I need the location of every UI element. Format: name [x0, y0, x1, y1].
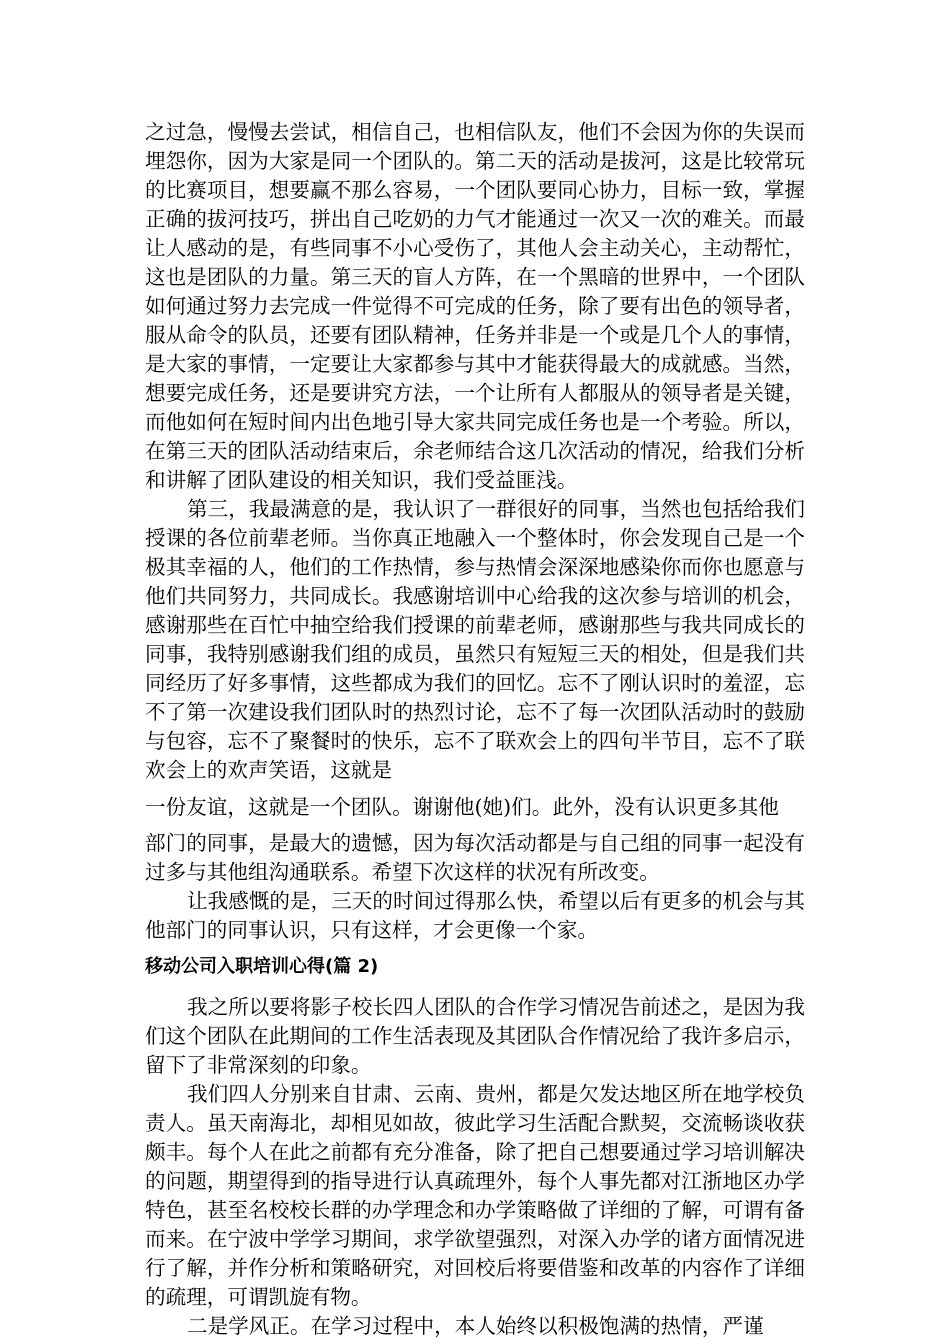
document-page: [145, 118, 805, 1341]
body-paragraph: 之过急，慢慢去尝试，相信自己，也相信队友，他们不会因为你的失误而埋怨你，因为大家是同一个团队的。第二天的活动是拔河，这是比较常玩的比赛项目，想要赢不那么容易，一个团队要同心协力，目标一致，掌握正确的拔河技巧，拼出自己吃奶的力气才能通过一次又一次的难关。而最让人感动的是，有些同事不小心受伤了，其他人会主动关心，主动帮忙，这也是团队的力量。第三天的盲人方阵，在一个黑暗的世界中，一个团队如何通过努力去完成一件觉得不可完成的任务，除了要有出色的领导者，服从命令的队员，还要有团队精神，任务并非是一个或是几个人的事情，是大家的事情，一定要让大家都参与其中才能获得最大的成就感。当然，想要完成任务，还是要讲究方法，一个让所有人都服从的领导者是关键，而他如何在短时间内出色地引导大家共同完成任务也是一个考验。所以，在第三天的团队活动结束后，余老师结合这几次活动的情况，给我们分析和讲解了团队建设的相关知识，我们受益匪浅。: [145, 120, 805, 492]
body-paragraph: 我们四人分别来自甘肃、云南、贵州，都是欠发达地区所在地学校负责人。虽天南海北，却相见如故，彼此学习生活配合默契，交流畅谈收获颇丰。每个人在此之前都有充分准备，除了把自己想要通过学习培训解决的问题，期望得到的指导进行认真疏理外，每个人事先都对江浙地区办学特色，甚至名校校长群的办学理念和办学策略做了详细的了解，可谓有备而来。在宁波中学学习期间，求学欲望强烈，对深入办学的诸方面情况进行了解，并作分析和策略研究，对回校后将要借鉴和改革的内容作了详细的疏理，可谓凯旋有物。: [145, 1082, 805, 1309]
body-paragraph-continuation: 一份友谊，这就是一个团队。谢谢他(她)们。此外，没有认识更多其他: [145, 795, 779, 819]
body-paragraph: 第三，我最满意的是，我认识了一群很好的同事，当然也包括给我们授课的各位前辈老师。当你真正地融入一个整体时，你会发现自己是一个极其幸福的人，他们的工作热情，参与热情会深深地感染你而你也愿意与他们共同努力，共同成长。我感谢培训中心给我的这次参与培训的机会，感谢那些在百忙中抽空给我们授课的前辈老师，感谢那些与我共同成长的同事，我特别感谢我们组的成员，虽然只有短短三天的相处，但是我们共同经历了好多事情，这些都成为我们的回忆。忘不了刚认识时的羞涩，忘不了第一次建设我们团队时的热烈讨论，忘不了每一次团队活动时的鼓励与包容，忘不了聚餐时的快乐，忘不了联欢会上的四句半节目，忘不了联欢会上的欢声笑语，这就是: [145, 497, 805, 782]
body-paragraph-continuation: 部门的同事，是最大的遗憾，因为每次活动都是与自己组的同事一起没有过多与其他组沟通联系。希望下次这样的状况有所改变。: [145, 831, 805, 884]
section-heading: 移动公司入职培训心得(篇 2): [145, 956, 379, 977]
body-paragraph: 二是学风正。在学习过程中，本人始终以积极饱满的热情，严谨: [187, 1314, 764, 1338]
body-paragraph: 我之所以要将影子校长四人团队的合作学习情况告前述之，是因为我们这个团队在此期间的工作生活表现及其团队合作情况给了我许多启示，留下了非常深刻的印象。: [145, 995, 805, 1077]
body-paragraph: 让我感慨的是，三天的时间过得那么快，希望以后有更多的机会与其他部门的同事认识，只有这样，才会更像一个家。: [145, 889, 805, 942]
